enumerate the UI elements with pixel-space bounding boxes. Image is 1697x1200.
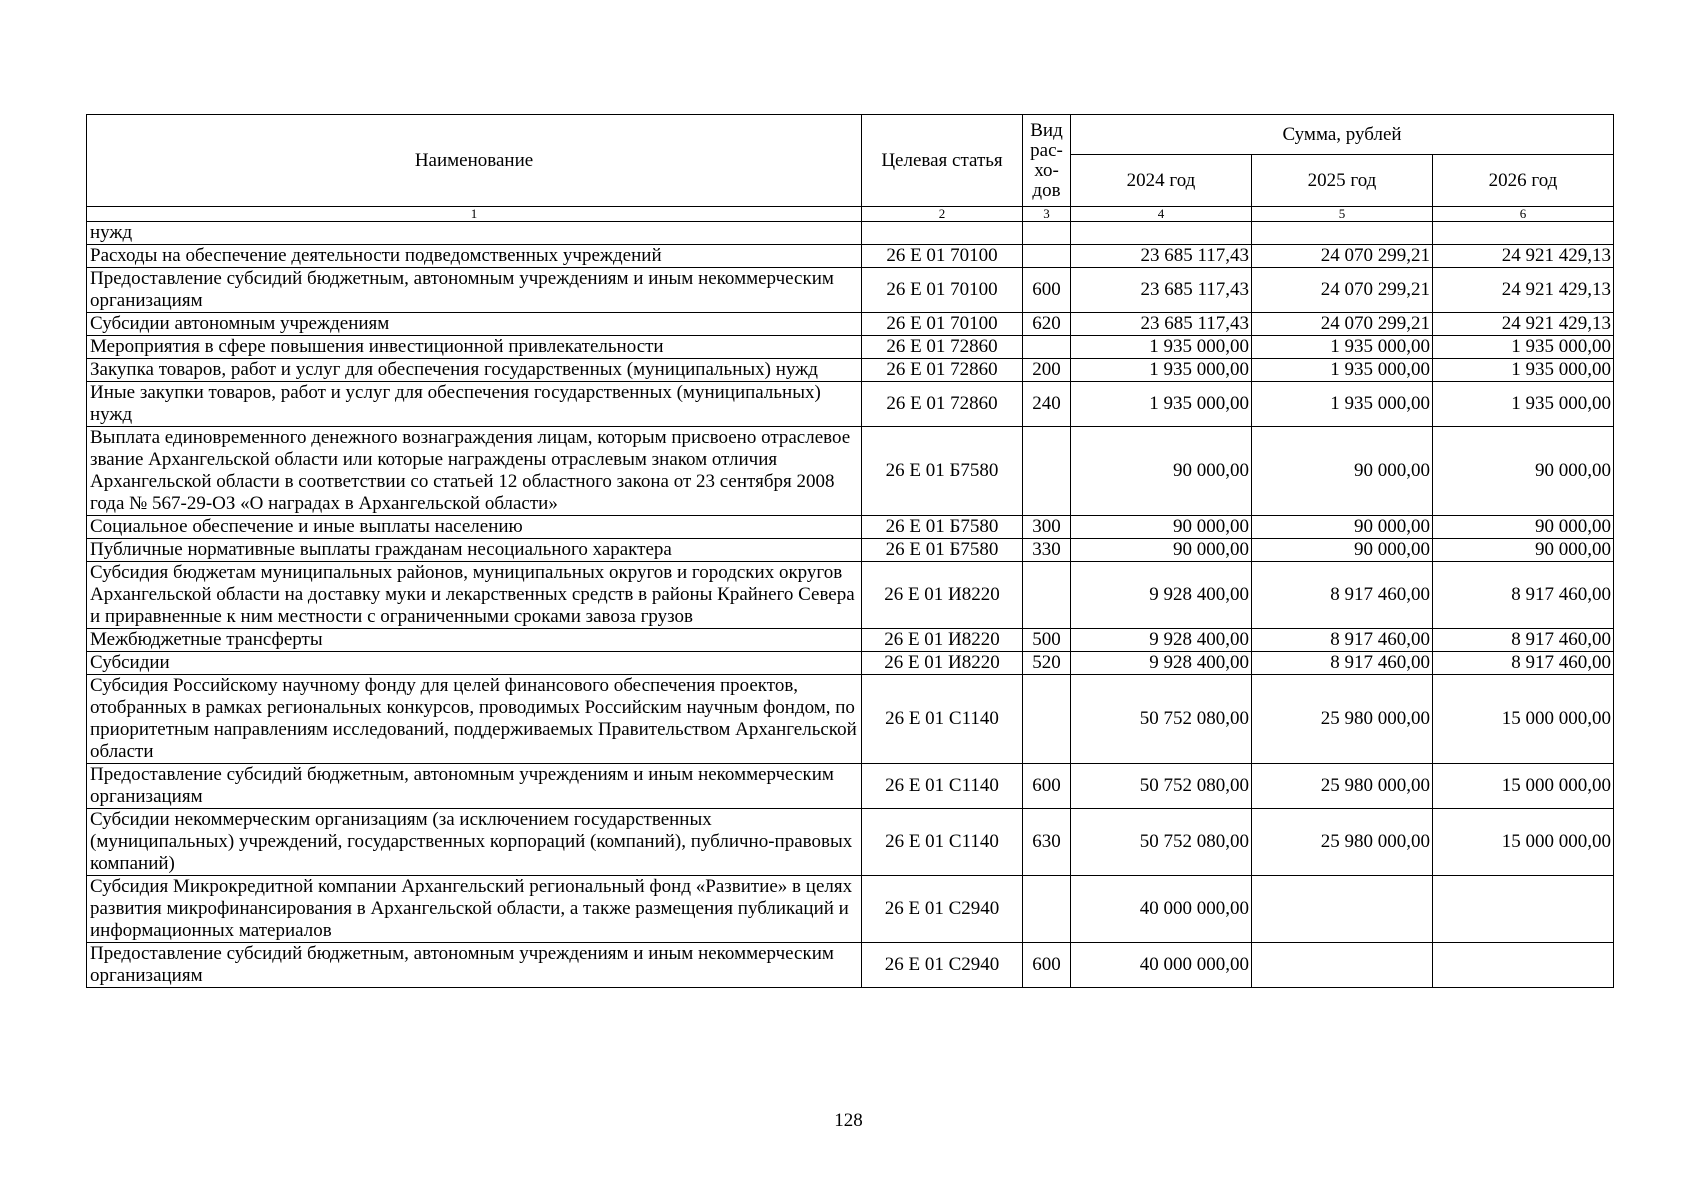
row-amount-2025-cell: 25 980 000,00 [1252,764,1433,809]
row-target-article-cell: 26 Е 01 И8220 [862,652,1023,675]
row-expense-kind-cell [1023,562,1071,629]
row-amount-2024-cell: 50 752 080,00 [1071,764,1252,809]
row-amount-2025-cell: 24 070 299,21 [1252,268,1433,313]
table-row [87,652,1614,675]
header-year-2024: 2024 год [1071,155,1252,207]
row-target-article-cell: 26 Е 01 70100 [862,268,1023,313]
row-amount-2024-cell: 1 935 000,00 [1071,336,1252,359]
row-expense-kind-cell: 330 [1023,539,1071,562]
row-expense-kind-cell: 200 [1023,359,1071,382]
row-amount-2026-cell: 15 000 000,00 [1433,675,1614,764]
row-expense-kind-cell [1023,876,1071,943]
row-target-article-cell: 26 Е 01 С2940 [862,876,1023,943]
table-row [87,313,1614,336]
row-amount-2024-cell: 1 935 000,00 [1071,382,1252,427]
row-name-cell: Межбюджетные трансферты [87,629,862,652]
row-target-article-cell: 26 Е 01 С1140 [862,809,1023,876]
row-target-article-cell: 26 Е 01 70100 [862,313,1023,336]
row-target-article-cell: 26 Е 01 С1140 [862,764,1023,809]
row-amount-2026-cell [1433,943,1614,988]
row-amount-2025-cell: 8 917 460,00 [1252,652,1433,675]
table-row [87,427,1614,516]
row-target-article-cell: 26 Е 01 72860 [862,382,1023,427]
row-name-cell: Предоставление субсидий бюджетным, автономным учреждениям и иным некоммерческим организациям [87,764,862,809]
row-target-article-cell: 26 Е 01 Б7580 [862,516,1023,539]
row-target-article-cell: 26 Е 01 72860 [862,336,1023,359]
row-name-cell: Закупка товаров, работ и услуг для обеспечения государственных (муниципальных) нужд [87,359,862,382]
row-name-cell: Иные закупки товаров, работ и услуг для обеспечения государственных (муниципальных) нужд [87,382,862,427]
column-number: 6 [1433,207,1614,222]
row-name-cell: Предоставление субсидий бюджетным, автономным учреждениям и иным некоммерческим организациям [87,268,862,313]
row-name-cell: Выплата единовременного денежного вознаграждения лицам, которым присвоено отраслевое звание Архангельской области или которые награждены отраслевым знаком отличия Архангельской области в соответствии со статьей 12 областного закона от 23 сентября 2008 года № 567-29-ОЗ «О наградах в Архангельской области» [87,427,862,516]
row-expense-kind-cell: 630 [1023,809,1071,876]
column-number: 4 [1071,207,1252,222]
header-target-article: Целевая статья [862,115,1023,207]
table-body [87,207,1614,988]
row-name-cell: Предоставление субсидий бюджетным, автономным учреждениям и иным некоммерческим организациям [87,943,862,988]
row-name-cell: Субсидии автономным учреждениям [87,313,862,336]
row-amount-2024-cell: 90 000,00 [1071,539,1252,562]
row-amount-2024-cell: 9 928 400,00 [1071,629,1252,652]
row-amount-2024-cell: 23 685 117,43 [1071,313,1252,336]
row-target-article-cell: 26 Е 01 С1140 [862,675,1023,764]
table-row [87,562,1614,629]
row-expense-kind-cell [1023,245,1071,268]
row-name-cell: Социальное обеспечение и иные выплаты населению [87,516,862,539]
column-number: 3 [1023,207,1071,222]
row-amount-2025-cell: 1 935 000,00 [1252,382,1433,427]
table-row [87,268,1614,313]
table-row [87,764,1614,809]
row-expense-kind-cell [1023,427,1071,516]
row-amount-2025-cell: 25 980 000,00 [1252,675,1433,764]
row-target-article-cell: 26 Е 01 С2940 [862,943,1023,988]
row-amount-2024-cell: 40 000 000,00 [1071,943,1252,988]
row-amount-2024-cell: 50 752 080,00 [1071,809,1252,876]
row-amount-2025-cell: 24 070 299,21 [1252,313,1433,336]
row-target-article-cell: 26 Е 01 И8220 [862,629,1023,652]
row-amount-2024-cell: 90 000,00 [1071,516,1252,539]
row-name-cell: Мероприятия в сфере повышения инвестиционной привлекательности [87,336,862,359]
row-expense-kind-cell: 600 [1023,764,1071,809]
table-row [87,382,1614,427]
table-row [87,359,1614,382]
row-amount-2025-cell: 90 000,00 [1252,516,1433,539]
column-numbers-row [87,207,1614,222]
row-name-cell: Субсидии [87,652,862,675]
table-row [87,539,1614,562]
row-amount-2025-cell: 25 980 000,00 [1252,809,1433,876]
row-expense-kind-cell: 520 [1023,652,1071,675]
column-number: 5 [1252,207,1433,222]
row-amount-2025-cell: 1 935 000,00 [1252,336,1433,359]
row-amount-2024-cell: 50 752 080,00 [1071,675,1252,764]
budget-table [86,114,1614,988]
row-name-cell: Публичные нормативные выплаты гражданам несоциального характера [87,539,862,562]
row-amount-2025-cell: 1 935 000,00 [1252,359,1433,382]
row-amount-2026-cell: 8 917 460,00 [1433,629,1614,652]
row-expense-kind-cell: 240 [1023,382,1071,427]
row-expense-kind-cell: 600 [1023,943,1071,988]
row-amount-2026-cell: 24 921 429,13 [1433,313,1614,336]
row-expense-kind-cell: 500 [1023,629,1071,652]
row-expense-kind-cell: 300 [1023,516,1071,539]
table-header [87,115,1614,207]
header-sum: Сумма, рублей [1071,115,1614,155]
row-amount-2025-cell: 90 000,00 [1252,539,1433,562]
row-amount-2024-cell: 9 928 400,00 [1071,652,1252,675]
row-amount-2024-cell: 9 928 400,00 [1071,562,1252,629]
row-amount-2025-cell: 8 917 460,00 [1252,562,1433,629]
row-target-article-cell: 26 Е 01 Б7580 [862,539,1023,562]
row-name-cell: Субсидия бюджетам муниципальных районов, муниципальных округов и городских округов Архангельской области на доставку муки и лекарственных средств в районы Крайнего Севера и приравненные к ним местности с ограниченными сроками завоза грузов [87,562,862,629]
row-name-cell: нужд [87,222,862,245]
table-row [87,876,1614,943]
row-amount-2026-cell: 90 000,00 [1433,516,1614,539]
header-year-2025: 2025 год [1252,155,1433,207]
row-amount-2026-cell: 1 935 000,00 [1433,382,1614,427]
row-expense-kind-cell [1023,336,1071,359]
table-row [87,516,1614,539]
row-amount-2026-cell: 8 917 460,00 [1433,562,1614,629]
row-amount-2024-cell: 40 000 000,00 [1071,876,1252,943]
table-row [87,629,1614,652]
row-amount-2026-cell: 15 000 000,00 [1433,764,1614,809]
header-name: Наименование [87,115,862,207]
row-amount-2025-cell [1252,876,1433,943]
row-amount-2026-cell: 90 000,00 [1433,539,1614,562]
table-row [87,245,1614,268]
row-target-article-cell: 26 Е 01 70100 [862,245,1023,268]
table-row [87,675,1614,764]
row-amount-2025-cell: 8 917 460,00 [1252,629,1433,652]
row-target-article-cell: 26 Е 01 72860 [862,359,1023,382]
row-amount-2026-cell: 90 000,00 [1433,427,1614,516]
header-expense-kind: Вид рас- хо- дов [1023,115,1071,207]
row-name-cell: Субсидия Микрокредитной компании Архангельский региональный фонд «Развитие» в целях развития микрофинансирования в Архангельской области, а также размещения публикаций и информационных материалов [87,876,862,943]
row-amount-2026-cell: 1 935 000,00 [1433,336,1614,359]
row-amount-2024-cell: 90 000,00 [1071,427,1252,516]
row-expense-kind-cell: 620 [1023,313,1071,336]
column-number: 2 [862,207,1023,222]
row-amount-2024-cell: 23 685 117,43 [1071,268,1252,313]
row-target-article-cell: 26 Е 01 И8220 [862,562,1023,629]
row-amount-2026-cell [1433,876,1614,943]
header-year-2026: 2026 год [1433,155,1614,207]
column-number: 1 [87,207,862,222]
row-amount-2026-cell: 1 935 000,00 [1433,359,1614,382]
table-row [87,809,1614,876]
row-amount-2026-cell: 24 921 429,13 [1433,245,1614,268]
row-target-article-cell [862,222,1023,245]
row-amount-2026-cell: 15 000 000,00 [1433,809,1614,876]
row-amount-2026-cell: 8 917 460,00 [1433,652,1614,675]
row-amount-2025-cell: 24 070 299,21 [1252,245,1433,268]
row-target-article-cell: 26 Е 01 Б7580 [862,427,1023,516]
row-amount-2025-cell [1252,943,1433,988]
table-row [87,222,1614,245]
row-expense-kind-cell [1023,675,1071,764]
row-amount-2026-cell: 24 921 429,13 [1433,268,1614,313]
row-amount-2025-cell [1252,222,1433,245]
row-name-cell: Расходы на обеспечение деятельности подведомственных учреждений [87,245,862,268]
table-row [87,943,1614,988]
table-row [87,336,1614,359]
row-amount-2024-cell [1071,222,1252,245]
row-amount-2024-cell: 1 935 000,00 [1071,359,1252,382]
page-number: 128 [834,1110,863,1131]
row-amount-2024-cell: 23 685 117,43 [1071,245,1252,268]
row-name-cell: Субсидии некоммерческим организациям (за исключением государственных (муниципальных) учреждений, государственных корпораций (компаний), публично-правовых компаний) [87,809,862,876]
row-expense-kind-cell [1023,222,1071,245]
row-name-cell: Субсидия Российскому научному фонду для целей финансового обеспечения проектов, отобранных в рамках региональных конкурсов, проводимых Российским научным фондом, по приоритетным направлениям исследований, поддерживаемых Правительством Архангельской области [87,675,862,764]
row-amount-2025-cell: 90 000,00 [1252,427,1433,516]
row-amount-2026-cell [1433,222,1614,245]
row-expense-kind-cell: 600 [1023,268,1071,313]
